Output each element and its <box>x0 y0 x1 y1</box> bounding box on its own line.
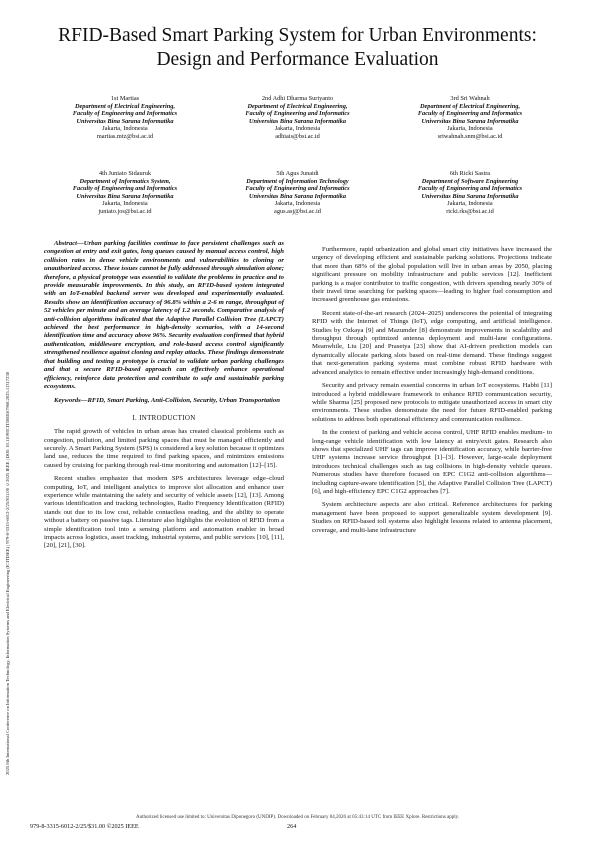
author-faculty: Faculty of Engineering and Informatics <box>72 185 178 193</box>
section-heading: I. INTRODUCTION <box>132 413 196 422</box>
author-email: martias.mtz@bsi.ac.id <box>96 132 154 140</box>
author-block <box>385 95 555 141</box>
body-paragraph: The rapid growth of vehicles in urban areas has created classical problems such as congestion, pollution, and limited parking spaces that must be managed efficiently and securely. A Smart Parking System (SPS) is considered a key solution because it optimizes land use, reduces the time required to find parking spaces, and minimizes emissions caused by cruising for parking through real-time monitoring and automation [12]–[15]. <box>44 428 284 469</box>
license-note: Authorized licensed use limited to: Universitas Diponegoro (UNDIP). Downloaded on February 04,2026 at 05:43:14 UTC from IEEE Xplore. Restrictions apply. <box>135 815 460 820</box>
author-department: Department of Information Technology <box>246 177 349 185</box>
author-email: juniato.jos@bsi.ac.id <box>98 207 152 215</box>
author-name: 5th Agus Junaidi <box>276 170 319 177</box>
left-column <box>44 240 284 556</box>
author-name: 2nd Adhi Dharma Suriyanto <box>261 95 334 102</box>
body-paragraph: Furthermore, rapid urbanization and global smart city initiatives have increased the urgency of developing efficient and sustainable parking solutions. Projections indicate that more than 68% of the global population will live in urban areas by 2050, placing significant pressure on mobility infrastructure and public services [12]. Inefficient parking is a major contributor to traffic congestion, with drivers spending nearly 30% of their travel time searching for parking spaces—leading to higher fuel consumption and increased greenhouse gas emissions. <box>312 246 552 304</box>
author-university: Universitas Bina Sarana Informatika <box>421 192 519 200</box>
author-city: Jakarta, Indonesia <box>274 125 321 133</box>
author-department: Department of Electrical Engineering, <box>419 102 521 110</box>
author-block <box>40 95 210 141</box>
author-email: agus.asj@bsi.ac.id <box>274 207 321 215</box>
author-university: Universitas Bina Sarana Informatika <box>421 117 519 125</box>
doi-sidebar: 2025 8th International Conference on Information Technology, Information Systems and Electrical Engineering (ICITISEE) | 979-8-3315-6012-2/25/$31.00 ©2025 IEEE | DOI: 10.1109/ICITISEE67968.2025.11317238 <box>5 371 10 775</box>
author-email: sriwahnah.snm@bsi.ac.id <box>437 132 503 140</box>
isbn-footer: 979-8-3315-6012-2/25/$31.00 ©2025 IEEE <box>30 823 139 830</box>
author-name: 3rd Sri Wahnah <box>450 95 490 102</box>
paper-title: RFID-Based Smart Parking System for Urban Environments: Design and Performance Evaluation <box>58 25 537 70</box>
author-department: Department of Software Engineering <box>421 177 519 185</box>
author-email: ricki.rks@bsi.ac.id <box>446 207 494 215</box>
body-paragraph: Recent state-of-the-art research (2024–2025) underscores the potential of integrating RFID with the Internet of Things (IoT), edge computing, and artificial intelligence. Studies by Ozkaya [9] and Mazumder [8] demonstrate improvements in scalability and throughput through optimized antenna deployment and multi-lane configurations. Meanwhile, Liu [20] and Prasetya [23] show that AI-driven prediction models can dynamically allocate parking slots based on real-time demand. These findings suggest that next-generation parking systems must combine robust RFID hardware with advanced analytics to remain effective under increasingly high-demand conditions. <box>312 309 552 376</box>
author-city: Jakarta, Indonesia <box>102 125 148 133</box>
author-department: Department of Informatics System, <box>79 177 171 185</box>
author-city: Jakarta, Indonesia <box>274 200 321 208</box>
author-faculty: Faculty of Engineering and Informatics <box>417 110 523 118</box>
author-university: Universitas Bina Sarana Informatika <box>248 192 347 200</box>
author-city: Jakarta, Indonesia <box>447 125 493 133</box>
author-university: Universitas Bina Sarana Informatika <box>76 117 174 125</box>
author-row-1 <box>40 95 555 141</box>
author-block <box>213 170 383 216</box>
body-paragraph: Security and privacy remain essential concerns in urban IoT ecosystems. Habbi [11] introduced a hybrid middleware framework to enhance RFID communication security, while Sharma [25] proposed new protocols to mitigate unauthorized access in smart city environments. These studies demonstrate the need for future RFID-enabled parking solutions to address both operational efficiency and communication resilience. <box>312 382 552 423</box>
author-faculty: Faculty of Engineering and Informatics <box>245 110 350 118</box>
author-university: Universitas Bina Sarana Informatika <box>248 117 347 125</box>
author-email: adhiais@bsi.ac.id <box>275 132 320 140</box>
author-faculty: Faculty of Engineering and Informatics <box>245 185 350 193</box>
author-block <box>213 95 383 141</box>
right-column <box>312 246 552 540</box>
body-paragraph: Recent studies emphasize that modern SPS architectures leverage edge–cloud computing, IoT, and intelligent analytics to improve slot allocation and enhance user experience while maintaining the safety and security of vehicle assets [12], [13]. Among various identification and tracking technologies, Radio Frequency Identification (RFID) stands out due to its low cost, reliable contactless reading, and the ability to operate without a battery on passive tags. Literature also highlights the evolution of RFID from a simple identification tool into a sensing platform and automation enabler in broad impacts across logistics, asset tracking, industrial systems, and public services [10], [11], [20], [21], [30]. <box>44 475 284 550</box>
author-name: 6th Ricki Sastra <box>449 170 491 177</box>
author-department: Department of Electrical Engineering, <box>74 102 176 110</box>
author-university: Universitas Bina Sarana Informatika <box>76 192 174 200</box>
author-department: Department of Electrical Engineering, <box>247 102 348 110</box>
author-faculty: Faculty of Engineering and Informatics <box>417 185 523 193</box>
body-paragraph: In the context of parking and vehicle access control, UHF RFID enables medium- to long-range vehicle identification with low latency at entry/exit gates. Research also shows that specialized UHF tags can improve identification accuracy, while barrier-free UHF systems increase service throughput [1]–[3]. However, large-scale deployment introduces technical challenges such as tag collisions in high-density vehicle queues. Numerous studies have therefore focused on EPC C1G2 anti-collision algorithms—including capture-aware identification [5], the Adaptive Parallel Collision Tree (LAPCT) [6], and high-efficiency EPC C1G2 approaches [7]. <box>312 429 552 495</box>
keywords: Keywords—RFID, Smart Parking, Anti-Collision, Security, Urban Transportation <box>54 397 280 405</box>
page-number: 264 <box>287 823 297 830</box>
author-name: 1st Martias <box>110 95 140 102</box>
author-name: 4th Juniato Sidauruk <box>98 170 152 177</box>
author-city: Jakarta, Indonesia <box>102 200 148 208</box>
abstract: Abstract—Urban parking facilities continue to face persistent challenges such as congestion at entry and exit gates, long queues caused by manual access control, high collision rates in dense vehicle environments and vulnerabilities to cloning or unauthorized access. These issues cannot be fully addressed through simulation alone; therefore, a physical prototype was essential to validate the problems in practice and to provide measurable improvements. In this study, an RFID-based system integrated with an IoT-enabled backend server was developed and experimentally evaluated. Results show an identification accuracy of 96.8% within a 2-6 m range, throughput of 52 vehicles per minute and an average latency of 1.2 seconds. Comparative analysis of anti-collision algorithms indicated that the Adaptive Parallel Collision Tree (LAPCT) achieved the best performance in high-density scenarios, with a 14-second identification time and accuracy above 96%. Security evaluation confirmed that hybrid authentication, middleware encryption, and role-based access control significantly strengthened resilience against cloning and replay attacks. These findings demonstrate that building and testing a prototype is crucial to validate urban parking challenges and that a secure RFID-based approach can effectively enhance operational efficiency, reinforce data protection and contribute to safe and sustainable parking ecosystems. <box>44 240 284 390</box>
author-faculty: Faculty of Engineering and Informatics <box>72 110 178 118</box>
author-row-2 <box>40 170 555 216</box>
author-block <box>40 170 210 216</box>
author-block <box>385 170 555 216</box>
author-city: Jakarta, Indonesia <box>447 200 493 208</box>
body-paragraph: System architecture aspects are also critical. Reference architectures for parking management have been proposed to support generalizable system development [9]. Studies on RFID-based toll systems also highlight lessons related to antenna placement, coverage, and multi-lane infrastructure <box>312 501 552 534</box>
